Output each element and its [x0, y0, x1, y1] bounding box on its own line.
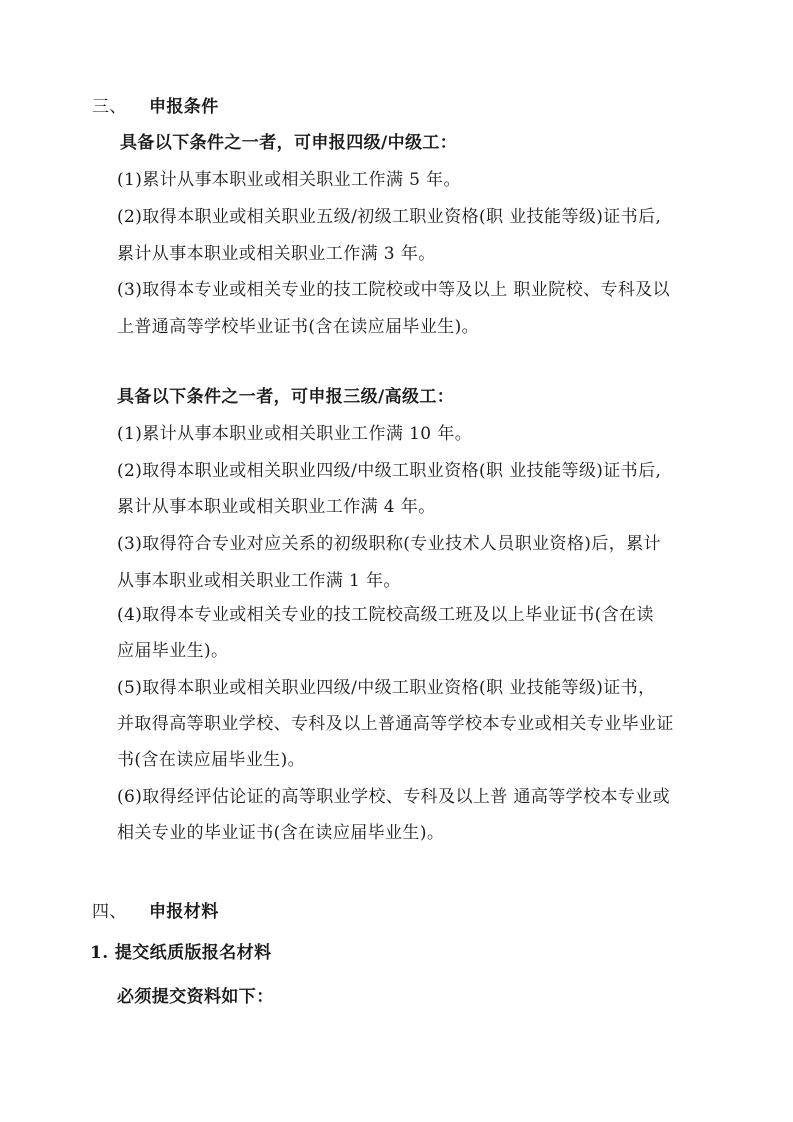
group-2-line-9: 并取得高等职业学校、专科及以上普通高等学校本专业或相关专业毕业证 — [117, 714, 674, 734]
section-4-note: 必须提交资料如下： — [117, 987, 274, 1007]
section-3-title: 申报条件 — [149, 97, 219, 117]
group-2-line-3: 累计从事本职业或相关职业工作满 4 年。 — [117, 497, 436, 517]
section-4-title: 申报材料 — [149, 902, 219, 922]
section-4-heading — [92, 900, 219, 924]
group-1-line-1: (1)累计从事本职业或相关职业工作满 5 年。 — [117, 170, 461, 190]
group-2-line-7: 应届毕业生)。 — [117, 641, 229, 661]
group-1-line-5: 上普通高等学校毕业证书(含在读应届毕业生)。 — [117, 317, 480, 337]
group-2-line-11: (6)取得经评估论证的高等职业学校、专科及以上普 通高等学校本专业或 — [117, 787, 671, 807]
group-2-line-10: 书(含在读应届毕业生)。 — [117, 750, 306, 770]
group-2-line-6: (4)取得本专业或相关专业的技工院校高级工班及以上毕业证书(含在读 — [117, 605, 654, 625]
group-2-heading: 具备以下条件之一者，可申报三级/高级工： — [117, 387, 455, 407]
group-1-line-3: 累计从事本职业或相关职业工作满 3 年。 — [117, 244, 436, 264]
section-3-heading — [92, 95, 219, 119]
group-2-line-2: (2)取得本职业或相关职业四级/中级工职业资格(职 业技能等级)证书后, — [117, 461, 662, 481]
section-3-number: 三、 — [92, 97, 127, 117]
section-4-number: 四、 — [92, 902, 127, 922]
group-2-line-12: 相关专业的毕业证书(含在读应届毕业生)。 — [117, 823, 445, 843]
group-2-line-8: (5)取得本职业或相关职业四级/中级工职业资格(职 业技能等级)证书， — [117, 678, 656, 698]
group-2-line-4: (3)取得符合专业对应关系的初级职称(专业技术人员职业资格)后，累计 — [117, 534, 661, 554]
group-1-line-4: (3)取得本专业或相关专业的技工院校或中等及以上 职业院校、专科及以 — [117, 280, 671, 300]
group-1-heading: 具备以下条件之一者，可申报四级/中级工： — [120, 133, 458, 153]
group-1-line-2: (2)取得本职业或相关职业五级/初级工职业资格(职 业技能等级)证书后, — [117, 207, 662, 227]
group-2-line-1: (1)累计从事本职业或相关职业工作满 10 年。 — [117, 424, 473, 444]
group-2-line-5: 从事本职业或相关职业工作满 1 年。 — [117, 571, 401, 591]
section-4-subheading-1: 1. 提交纸质版报名材料 — [90, 943, 272, 963]
